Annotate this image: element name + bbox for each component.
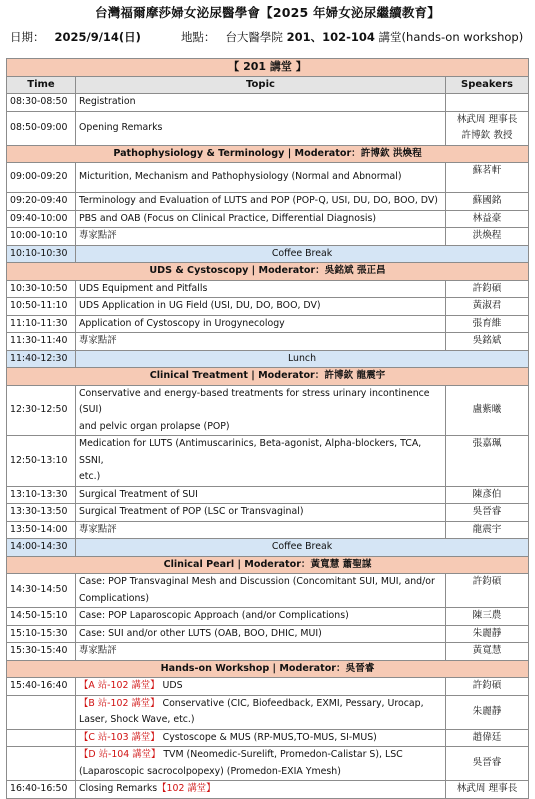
- topic-line-1: Conservative and energy-based treatments for stress urinary incontinence (SUI): [79, 387, 430, 415]
- speaker-name: 許鈞碩: [472, 576, 502, 587]
- topic-text: Surgical Treatment of POP (LSC or Transvaginal): [79, 506, 304, 517]
- speaker-cell: [446, 315, 529, 333]
- topic-line-2: Complications): [79, 592, 149, 604]
- speaker-cell: [446, 385, 529, 436]
- table-row: [7, 263, 529, 281]
- section-header: Clinical Treatment | Moderator：許博欽 龍震宇: [7, 368, 529, 386]
- topic-cell: [76, 385, 446, 436]
- date-value: 2025/9/14(日): [54, 30, 141, 44]
- table-row: [7, 729, 529, 747]
- hall-title: 【 201 講堂 】: [7, 59, 529, 77]
- page-title: 台灣福爾摩莎婦女泌尿醫學會【2025 年婦女泌尿繼續教育】: [95, 5, 440, 20]
- column-header-speakers: Speakers: [446, 76, 529, 94]
- speaker-name: 黃寬慧: [472, 645, 502, 656]
- topic-cell: [76, 210, 446, 228]
- table-row: [7, 608, 529, 626]
- speaker-cell: [446, 486, 529, 504]
- time-cell: 11:30-11:40: [7, 333, 76, 351]
- time-cell: 09:00-09:20: [7, 163, 76, 193]
- speaker-name: 張嘉珮: [472, 438, 502, 449]
- station-tag: 【A 站-102 講堂】: [79, 680, 160, 691]
- table-row: [7, 436, 529, 487]
- table-row: [7, 504, 529, 522]
- topic-text: 專家點評: [79, 230, 117, 241]
- speaker-cell: [446, 678, 529, 696]
- speaker-cell: [446, 436, 529, 487]
- speaker-cell: [446, 228, 529, 246]
- topic-cell: [76, 333, 446, 351]
- table-row: [7, 315, 529, 333]
- speaker-name: 許鈞碩: [472, 680, 502, 691]
- table-row: [7, 660, 529, 678]
- topic-line-2: (Laparoscopic sacrocolpopexy) (Promedon-EXIA Ymesh): [79, 765, 341, 777]
- table-row: [7, 486, 529, 504]
- topic-line-1: Conservative (CIC, Biofeedback, EXMI, Pessary, Urocap,: [159, 697, 424, 709]
- table-row: [7, 280, 529, 298]
- topic-text: Case: SUI and/or other LUTS (OAB, BOO, DHIC, MUI): [79, 627, 322, 639]
- speaker-cell: [446, 747, 529, 781]
- speaker-cell: [446, 695, 529, 729]
- topic-text: Case: POP Laparoscopic Approach (and/or Complications): [79, 610, 349, 621]
- topic-cell: [76, 486, 446, 504]
- table-row: [7, 163, 529, 193]
- speaker-name: 陳三農: [472, 610, 502, 621]
- topic-line-2: Laser, Shock Wave, etc.): [79, 714, 195, 725]
- speaker-cell: [446, 280, 529, 298]
- speaker-cell: [446, 210, 529, 228]
- event-info: [10, 29, 523, 45]
- time-cell: [7, 729, 76, 747]
- time-cell: 09:40-10:00: [7, 210, 76, 228]
- topic-line-2: etc.): [79, 471, 101, 482]
- table-row: [7, 245, 529, 263]
- topic-cell: [76, 608, 446, 626]
- location-label: 地點：: [180, 30, 216, 44]
- table-row: [7, 94, 529, 112]
- speaker-cell: [446, 574, 529, 608]
- speaker-name: 陳彥伯: [472, 488, 502, 500]
- speaker-cell: [446, 643, 529, 661]
- topic-cell: [76, 280, 446, 298]
- speaker-cell: [446, 94, 529, 112]
- station-tag: 【D 站-104 講堂】: [79, 749, 161, 760]
- topic-cell: [76, 193, 446, 211]
- topic-cell: [76, 747, 446, 781]
- speaker-name: 朱麗靜: [472, 627, 502, 639]
- speaker-name: 龍震宇: [472, 523, 502, 535]
- table-row: [7, 193, 529, 211]
- section-header: UDS & Cystoscopy | Moderator：吳銘斌 張正昌: [7, 263, 529, 281]
- time-cell: [7, 695, 76, 729]
- speaker-cell: [446, 111, 529, 145]
- time-cell: 12:50-13:10: [7, 436, 76, 487]
- topic-cell: [76, 729, 446, 747]
- time-cell: 15:30-15:40: [7, 643, 76, 661]
- speaker-name: 洪煥程: [472, 230, 502, 241]
- time-cell: 10:50-11:10: [7, 298, 76, 316]
- speaker-name: 吳銘斌: [472, 335, 502, 346]
- topic-text: Terminology and Evaluation of LUTS and POP (POP-Q, USI, DU, DO, BOO, DV): [79, 195, 438, 206]
- speaker-name: 朱麗靜: [472, 705, 502, 717]
- time-cell: 16:40-16:50: [7, 781, 76, 799]
- speaker-cell: [446, 608, 529, 626]
- table-row: [7, 145, 529, 163]
- topic-text: UDS: [159, 680, 183, 691]
- topic-text: Closing Remarks: [79, 783, 158, 794]
- break-label: Lunch: [76, 350, 529, 368]
- speaker-name: 黃淑君: [472, 300, 502, 311]
- topic-cell: [76, 643, 446, 661]
- speaker-cell: [446, 504, 529, 522]
- table-row: [7, 228, 529, 246]
- speaker-name: 盧紫曦: [472, 404, 502, 415]
- date-label: 日期：: [10, 30, 45, 44]
- time-cell: 08:50-09:00: [7, 111, 76, 145]
- table-row: [7, 210, 529, 228]
- time-cell: 14:30-14:50: [7, 574, 76, 608]
- location-value-b: 201、102-104: [286, 30, 375, 44]
- column-header-time: Time: [7, 76, 76, 94]
- table-row: [7, 556, 529, 574]
- room-tag: 【102 講堂】: [157, 783, 216, 794]
- time-cell: 13:30-13:50: [7, 504, 76, 522]
- time-cell: [7, 747, 76, 781]
- time-cell: 11:10-11:30: [7, 315, 76, 333]
- time-cell: 10:10-10:30: [7, 245, 76, 263]
- table-row: [7, 747, 529, 781]
- speaker-name: 許博欽 教授: [461, 130, 513, 141]
- section-header: Clinical Pearl | Moderator：黃寬慧 蕭聖謀: [7, 556, 529, 574]
- speaker-cell: [446, 781, 529, 799]
- topic-cell: [76, 298, 446, 316]
- topic-cell: [76, 163, 446, 193]
- time-cell: 14:00-14:30: [7, 539, 76, 557]
- topic-cell: [76, 94, 446, 112]
- topic-cell: [76, 228, 446, 246]
- topic-line-1: Case: POP Transvaginal Mesh and Discussion (Concomitant SUI, MUI, and/or: [79, 576, 435, 587]
- topic-cell: [76, 695, 446, 729]
- time-cell: 08:30-08:50: [7, 94, 76, 112]
- topic-cell: [76, 111, 446, 145]
- topic-text: UDS Application in UG Field (USI, DU, DO, BOO, DV): [79, 300, 321, 311]
- speaker-cell: [446, 625, 529, 643]
- break-label: Coffee Break: [76, 245, 529, 263]
- speaker-name: 吳晉睿: [472, 757, 502, 769]
- table-row: [7, 643, 529, 661]
- time-cell: 09:20-09:40: [7, 193, 76, 211]
- speaker-name: 許鈞碩: [472, 282, 502, 294]
- topic-text: Surgical Treatment of SUI: [79, 488, 198, 500]
- table-row: [7, 385, 529, 436]
- column-header-topic: Topic: [76, 76, 446, 94]
- table-row: [7, 521, 529, 539]
- time-cell: 10:00-10:10: [7, 228, 76, 246]
- table-row: [7, 111, 529, 145]
- table-row: [7, 298, 529, 316]
- speaker-name: 蘇茗軒: [472, 165, 502, 176]
- table-row: [7, 333, 529, 351]
- speaker-name: 張育維: [472, 317, 502, 329]
- topic-cell: [76, 781, 446, 799]
- speaker-name: 林武周 理事長: [456, 783, 518, 794]
- topic-cell: [76, 678, 446, 696]
- speaker-name: 吳晉睿: [472, 506, 502, 517]
- table-row: [7, 368, 529, 386]
- speaker-cell: [446, 521, 529, 539]
- topic-cell: [76, 315, 446, 333]
- speaker-name: 趙偉廷: [472, 731, 502, 743]
- topic-text: PBS and OAB (Focus on Clinical Practice, Differential Diagnosis): [79, 212, 377, 224]
- time-cell: 13:10-13:30: [7, 486, 76, 504]
- time-cell: 12:30-12:50: [7, 385, 76, 436]
- speaker-name: 蘇國銘: [472, 195, 502, 206]
- station-tag: 【B 站-102 講堂】: [79, 697, 160, 709]
- time-cell: 10:30-10:50: [7, 280, 76, 298]
- topic-text: Registration: [79, 96, 136, 107]
- table-row: [7, 539, 529, 557]
- table-row: [7, 678, 529, 696]
- topic-cell: [76, 574, 446, 608]
- topic-text: 專家點評: [79, 523, 117, 535]
- topic-text: 專家點評: [79, 335, 117, 346]
- topic-cell: [76, 625, 446, 643]
- table-row: [7, 625, 529, 643]
- speaker-cell: [446, 729, 529, 747]
- topic-cell: [76, 504, 446, 522]
- time-cell: 15:40-16:40: [7, 678, 76, 696]
- table-row: [7, 695, 529, 729]
- location-value-c: 講堂(hands-on workshop): [374, 30, 524, 44]
- section-header: Pathophysiology & Terminology | Moderator：許博欽 洪煥程: [7, 145, 529, 163]
- topic-text: Micturition, Mechanism and Pathophysiology (Normal and Abnormal): [79, 171, 402, 183]
- topic-line-1: Medication for LUTS (Antimuscarinics, Beta-agonist, Alpha-blockers, TCA, SSNI,: [79, 438, 422, 466]
- speaker-cell: [446, 163, 529, 193]
- speaker-cell: [446, 298, 529, 316]
- topic-text: UDS Equipment and Pitfalls: [79, 282, 208, 294]
- speaker-name: 林益豪: [472, 212, 502, 224]
- time-cell: 13:50-14:00: [7, 521, 76, 539]
- speaker-cell: [446, 193, 529, 211]
- topic-text: Opening Remarks: [79, 121, 163, 133]
- topic-line-1: TVM (Neomedic-Surelift, Promedon-Calistar S), LSC: [160, 749, 403, 760]
- section-header: Hands-on Workshop | Moderator：吳晉睿: [7, 660, 529, 678]
- schedule-table: [6, 58, 529, 799]
- topic-cell: [76, 436, 446, 487]
- topic-text: Cystoscope & MUS (RP-MUS,TO-MUS, SI-MUS): [159, 731, 377, 743]
- topic-text: 專家點評: [79, 645, 117, 656]
- speaker-name: 林武周 理事長: [456, 113, 518, 125]
- location-value-a: 台大醫學院: [225, 30, 287, 44]
- topic-cell: [76, 521, 446, 539]
- topic-line-2: and pelvic organ prolapse (POP): [79, 420, 230, 432]
- time-cell: 14:50-15:10: [7, 608, 76, 626]
- break-label: Coffee Break: [76, 539, 529, 557]
- table-row: [7, 350, 529, 368]
- topic-text: Application of Cystoscopy in Urogynecology: [79, 317, 285, 329]
- time-cell: 11:40-12:30: [7, 350, 76, 368]
- speaker-cell: [446, 333, 529, 351]
- time-cell: 15:10-15:30: [7, 625, 76, 643]
- table-row: [7, 781, 529, 799]
- station-tag: 【C 站-103 講堂】: [79, 731, 160, 743]
- table-row: [7, 574, 529, 608]
